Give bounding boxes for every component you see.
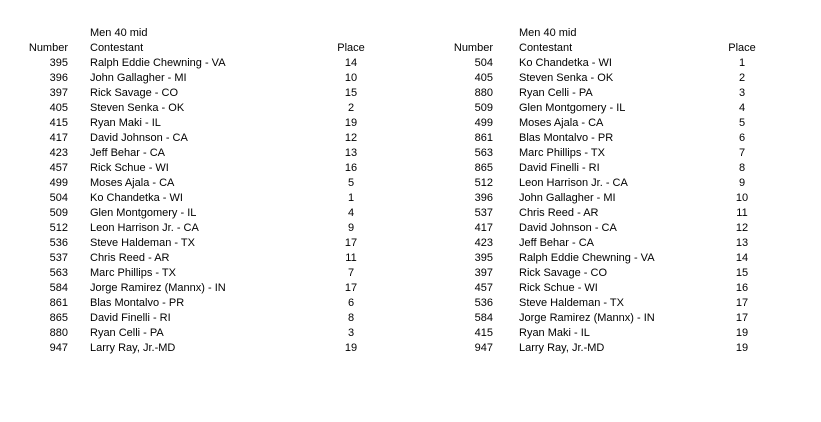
place-cell: 5: [347, 177, 355, 189]
number-cell: 512: [49, 222, 68, 234]
number-cell: 880: [474, 87, 493, 99]
number-cell: 537: [49, 252, 68, 264]
place-cell: 12: [344, 132, 358, 144]
contestant-cell: Chris Reed - AR: [519, 207, 599, 219]
place-cell: 4: [347, 207, 355, 219]
number-cell: 499: [49, 177, 68, 189]
contestant-cell: Ryan Maki - IL: [90, 117, 161, 129]
place-cell: 15: [344, 87, 358, 99]
number-cell: 396: [474, 192, 493, 204]
place-cell: 3: [738, 87, 746, 99]
contestant-cell: Steven Senka - OK: [90, 102, 185, 114]
place-cell: 12: [735, 222, 749, 234]
number-cell: 563: [474, 147, 493, 159]
place-cell: 19: [344, 117, 358, 129]
place-cell: 9: [738, 177, 746, 189]
place-cell: 5: [738, 117, 746, 129]
number-cell: 947: [49, 342, 68, 354]
number-cell: 504: [49, 192, 68, 204]
place-cell: 17: [344, 282, 358, 294]
contestant-cell: Chris Reed - AR: [90, 252, 170, 264]
contestant-cell: Rick Schue - WI: [90, 162, 169, 174]
place-cell: 3: [347, 327, 355, 339]
place-cell: 16: [344, 162, 358, 174]
number-cell: 395: [49, 57, 68, 69]
place-cell: 10: [735, 192, 749, 204]
contestant-cell: Steve Haldeman - TX: [519, 297, 624, 309]
place-cell: 10: [344, 72, 358, 84]
place-column-header: Place: [337, 42, 365, 54]
number-cell: 584: [474, 312, 493, 324]
contestant-column-header: Contestant: [90, 42, 144, 54]
place-cell: 8: [347, 312, 355, 324]
contestant-cell: Steve Haldeman - TX: [90, 237, 195, 249]
contestant-cell: Jeff Behar - CA: [519, 237, 594, 249]
number-column-header: Number: [453, 42, 493, 54]
place-cell: 9: [347, 222, 355, 234]
place-cell: 11: [736, 207, 748, 219]
number-cell: 536: [474, 297, 493, 309]
contestant-cell: Ko Chandetka - WI: [519, 57, 612, 69]
contestant-cell: David Johnson - CA: [519, 222, 617, 234]
contestant-cell: Glen Montgomery - IL: [90, 207, 197, 219]
place-cell: 19: [735, 327, 749, 339]
contestant-cell: Ryan Maki - IL: [519, 327, 590, 339]
number-cell: 563: [49, 267, 68, 279]
number-cell: 880: [49, 327, 68, 339]
number-cell: 584: [49, 282, 68, 294]
contestant-cell: Marc Phillips - TX: [90, 267, 176, 279]
number-cell: 865: [49, 312, 68, 324]
place-cell: 11: [345, 252, 357, 264]
contestant-cell: Ralph Eddie Chewning - VA: [519, 252, 655, 264]
category-label: Men 40 mid: [519, 27, 577, 39]
category-label: Men 40 mid: [90, 27, 148, 39]
contestant-cell: Blas Montalvo - PR: [519, 132, 614, 144]
number-cell: 947: [474, 342, 493, 354]
number-cell: 512: [474, 177, 493, 189]
place-cell: 17: [735, 297, 749, 309]
place-cell: 14: [735, 252, 749, 264]
place-column-header: Place: [728, 42, 756, 54]
contestant-cell: Rick Schue - WI: [519, 282, 598, 294]
place-cell: 19: [735, 342, 749, 354]
number-cell: 397: [49, 87, 68, 99]
contestant-cell: Ryan Celli - PA: [90, 327, 164, 339]
number-cell: 395: [474, 252, 493, 264]
place-cell: 6: [347, 297, 355, 309]
number-cell: 509: [474, 102, 493, 114]
place-cell: 19: [344, 342, 358, 354]
contestant-cell: Blas Montalvo - PR: [90, 297, 185, 309]
contestant-cell: Ko Chandetka - WI: [90, 192, 183, 204]
number-cell: 861: [474, 132, 493, 144]
place-cell: 4: [738, 102, 746, 114]
place-cell: 7: [347, 267, 355, 279]
number-cell: 504: [474, 57, 493, 69]
number-cell: 397: [474, 267, 493, 279]
number-cell: 861: [49, 297, 68, 309]
number-cell: 457: [49, 162, 68, 174]
contestant-column-header: Contestant: [519, 42, 573, 54]
contestant-cell: David Finelli - RI: [90, 312, 171, 324]
place-cell: 14: [344, 57, 358, 69]
contestant-cell: John Gallagher - MI: [90, 72, 187, 84]
contestant-cell: Jeff Behar - CA: [90, 147, 165, 159]
number-cell: 423: [49, 147, 68, 159]
contestant-cell: Marc Phillips - TX: [519, 147, 605, 159]
contestant-cell: Jorge Ramirez (Mannx) - IN: [519, 312, 655, 324]
number-cell: 417: [474, 222, 493, 234]
place-cell: 13: [735, 237, 749, 249]
place-cell: 17: [735, 312, 749, 324]
number-cell: 415: [474, 327, 493, 339]
place-cell: 2: [347, 102, 355, 114]
contestant-cell: Jorge Ramirez (Mannx) - IN: [90, 282, 226, 294]
contestant-cell: Ryan Celli - PA: [519, 87, 593, 99]
place-cell: 2: [738, 72, 746, 84]
contestant-cell: Ralph Eddie Chewning - VA: [90, 57, 226, 69]
contestant-cell: Rick Savage - CO: [519, 267, 608, 279]
place-cell: 13: [344, 147, 358, 159]
contestant-cell: Leon Harrison Jr. - CA: [519, 177, 628, 189]
number-cell: 415: [49, 117, 68, 129]
number-cell: 536: [49, 237, 68, 249]
contestant-cell: Moses Ajala - CA: [519, 117, 604, 129]
place-cell: 15: [735, 267, 749, 279]
contestant-cell: Steven Senka - OK: [519, 72, 614, 84]
place-cell: 6: [738, 132, 746, 144]
number-cell: 865: [474, 162, 493, 174]
contestant-cell: Rick Savage - CO: [90, 87, 179, 99]
number-cell: 417: [49, 132, 68, 144]
number-cell: 499: [474, 117, 493, 129]
place-cell: 17: [344, 237, 358, 249]
contestant-cell: John Gallagher - MI: [519, 192, 616, 204]
place-cell: 1: [738, 57, 746, 69]
contestant-cell: Moses Ajala - CA: [90, 177, 175, 189]
number-cell: 509: [49, 207, 68, 219]
number-cell: 396: [49, 72, 68, 84]
place-cell: 1: [347, 192, 355, 204]
contestant-cell: Larry Ray, Jr.-MD: [90, 342, 176, 354]
contestant-cell: Larry Ray, Jr.-MD: [519, 342, 605, 354]
contestant-cell: David Finelli - RI: [519, 162, 600, 174]
place-cell: 7: [738, 147, 746, 159]
place-cell: 16: [735, 282, 749, 294]
place-cell: 8: [738, 162, 746, 174]
contestant-cell: Leon Harrison Jr. - CA: [90, 222, 199, 234]
contestant-cell: David Johnson - CA: [90, 132, 188, 144]
contestant-cell: Glen Montgomery - IL: [519, 102, 626, 114]
number-cell: 405: [49, 102, 68, 114]
number-cell: 423: [474, 237, 493, 249]
number-cell: 405: [474, 72, 493, 84]
number-cell: 457: [474, 282, 493, 294]
number-column-header: Number: [28, 42, 68, 54]
number-cell: 537: [474, 207, 493, 219]
